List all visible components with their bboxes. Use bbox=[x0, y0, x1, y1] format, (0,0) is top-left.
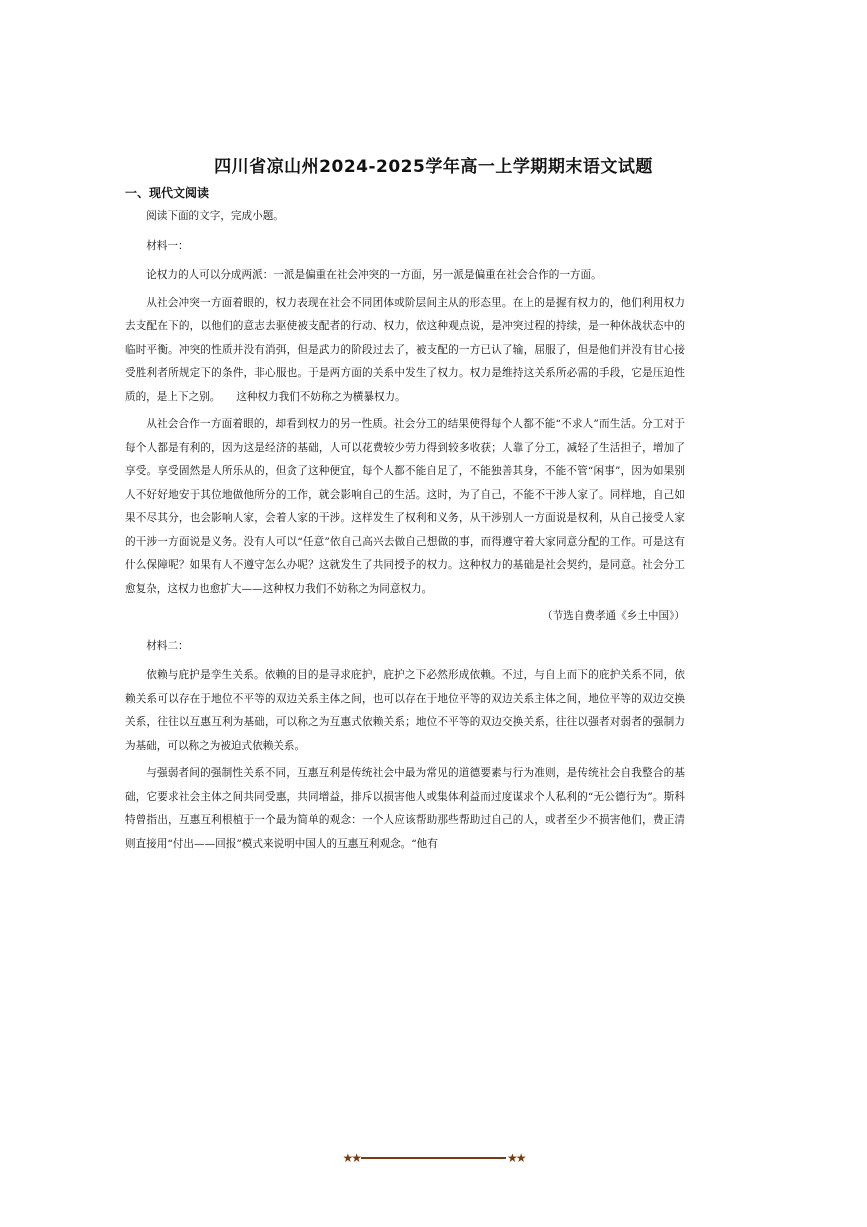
page-footer-ornament bbox=[0, 1151, 867, 1165]
paragraph: 依赖与庇护是孪生关系。依赖的目的是寻求庇护，庇护之下必然形成依赖。不过，与自上而下的庇护关系不同，依赖关系可以存在于地位不平等的双边关系主体之间，也可以存在于地位平等的双边关系主体之间，地位平等的双边交换关系，往往以互惠互利为基础，可以称之为互惠式依赖关系；地位不平等的双边交换关系，往往以强者对弱者的强制力为基础，可以称之为被迫式依赖关系。 bbox=[125, 669, 685, 752]
reading-passage bbox=[125, 205, 685, 856]
divider-line bbox=[361, 1157, 506, 1159]
page-title: 四川省凉山州2024-2025学年高一上学期期末语文试题 bbox=[214, 157, 653, 177]
section-heading: 一、现代文阅读 bbox=[125, 186, 210, 200]
star-icon: ★★ bbox=[507, 1151, 525, 1165]
star-icon: ★★ bbox=[342, 1151, 360, 1165]
source-citation: （节选自费孝通《乡土中国》） bbox=[541, 610, 685, 622]
paragraph: 论权力的人可以分成两派：一派是偏重在社会冲突的一方面，另一派是偏重在社会合作的一方面。 bbox=[146, 269, 602, 281]
instruction-text: 阅读下面的文字，完成小题。 bbox=[146, 210, 284, 222]
paragraph: 从社会合作一方面着眼的，却看到权力的另一性质。社会分工的结果使得每个人都不能“不求人”而生活。分工对于每个人都是有利的，因为这是经济的基础，人可以花费较少劳力得到较多收获；人靠了分工，减轻了生活担子，增加了享受。享受固然是人所乐从的，但贪了这种便宜，每个人都不能自足了，不能独善其身，不能不管“闲事”，因为如果别人不好好地安于其位地做他所分的工作，就会影响自己的生活。这时，为了自己，不能不干涉人家了。同样地，自己如果不尽其分，也会影响人家，会着人家的干涉。这样发生了权利和义务，从干涉别人一方面说是权利，从自己接受人家的干涉一方面说是义务。没有人可以“任意”依自己高兴去做自己想做的事，而得遵守着大家同意分配的工作。可是这有什么保障呢？如果有人不遵守怎么办呢？这就发生了共同授予的权力。这种权力的基础是社会契约，是同意。社会分工愈复杂，这权力也愈扩大——这种权力我们不妨称之为同意权力。 bbox=[125, 418, 685, 595]
paragraph: 与强弱者间的强制性关系不同，互惠互利是传统社会中最为常见的道德要素与行为准则，是传统社会自我整合的基础，它要求社会主体之间共同受惠，共同增益，排斥以损害他人或集体利益而过度谋求个人私利的“无公德行为”。斯科特曾指出，互惠互利根植于一个最为简单的观念：一个人应该帮助那些帮助过自己的人，或者至少不损害他们，费正清则直接用“付出——回报”模式来说明中国人的互惠互利观念。“他有 bbox=[125, 767, 685, 850]
paragraph: 从社会冲突一方面着眼的，权力表现在社会不同团体或阶层间主从的形态里。在上的是握有权力的，他们利用权力去支配在下的，以他们的意志去驱使被支配者的行动、权力，依这种观点说，是冲突过程的持续，是一种休战状态中的临时平衡。冲突的性质并没有消弭，但是武力的阶段过去了，被支配的一方已认了输，屈服了，但是他们并没有甘心接受胜利者所规定下的条件，非心服也。于是两方面的关系中发生了权力。权力是维持这关系所必需的手段，它是压迫性质的，是上下之别。 这种权力我们不妨称之为横暴权力。 bbox=[125, 296, 685, 403]
material-one-label: 材料一： bbox=[146, 239, 189, 252]
material-two-label: 材料二： bbox=[146, 639, 189, 652]
